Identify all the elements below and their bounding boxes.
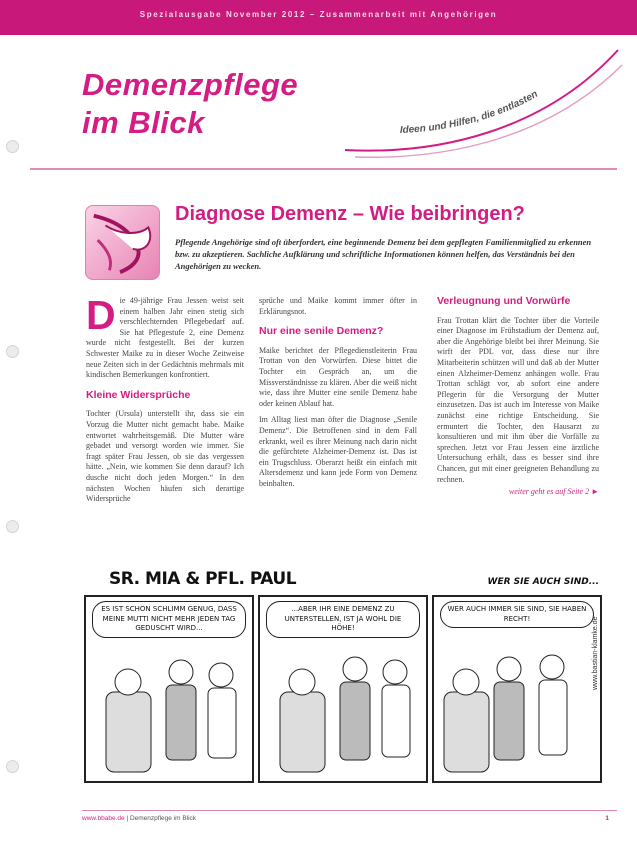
speech-bubble: ...ABER IHR EINE DEMENZ ZU UNTERSTELLEN, IST JA WOHL DIE HÖHE! bbox=[266, 601, 420, 638]
column-2 bbox=[259, 296, 417, 492]
comic-figures-icon bbox=[434, 597, 602, 783]
subheading-senile-demenz: Nur eine senile Demenz? bbox=[259, 325, 384, 338]
comic-logo: SR. MIA & PFL. PAUL bbox=[109, 569, 297, 589]
article-lead: Pflegende Angehörige sind oft überfordert, eine beginnende Demenz bei dem gepflegten Familienmitglied zu erkennen bzw. zu akzeptieren. Sachliche Aufklärung und schriftliche Informationen können helfen, das Verständnis bei den Angehörigen zu wecken. bbox=[175, 237, 592, 271]
subheading-kleine-widersprueche: Kleine Widersprüche bbox=[86, 388, 191, 401]
speech-bubble: ES IST SCHON SCHLIMM GENUG, DASS MEINE MUTTI NICHT MEHR JEDEN TAG GEDUSCHT WIRD... bbox=[92, 601, 246, 638]
punch-hole bbox=[6, 345, 19, 358]
magazine-title: Demenzpflege im Blick bbox=[82, 67, 299, 140]
column-2-body-2: Im Alltag liest man öfter die Diagnose „Senile Demenz“. Die Betroffenen sind in dem Fall erkrankt, weil es ihrer Meinung nach darin nicht die gefürchtete Alzheimer-Demenz ist. Das ist ein Trugschluss. Oberarzt heißt ein einfach mit Altersdemenz und kann jede Form von Demenz beinhalten. bbox=[259, 415, 417, 488]
punch-hole bbox=[6, 140, 19, 153]
column-2-body-1: Maike berichtet der Pflegedienstleiterin Frau Trottan von den Vorwürfen. Diese bittet die Tochter ein Gespräch an, um die Missverständnisse zu klären. Aber die weiß nicht wie, dass ihre Mutter eine senile Demenz habe oder keinen Ablauf hat. bbox=[259, 345, 417, 408]
comic-figures-icon bbox=[86, 597, 254, 783]
footer-site[interactable]: www.bbabe.de bbox=[82, 815, 125, 822]
comic-strip bbox=[84, 563, 604, 597]
comic-credit: www.bastian-klamke.de bbox=[592, 616, 599, 690]
special-edition-banner: Spezialausgabe November 2012 – Zusammenarbeit mit Angehörigen bbox=[0, 0, 637, 30]
footer-publication: Demenzpflege im Blick bbox=[129, 815, 197, 822]
continue-link[interactable]: weiter geht es auf Seite 2 ► bbox=[508, 487, 599, 497]
tagline: Ideen und Hilfen, die entlasten bbox=[399, 88, 540, 137]
punch-hole bbox=[6, 760, 19, 773]
comic-panel-3 bbox=[432, 595, 602, 783]
column-3 bbox=[437, 296, 599, 500]
article-title: Diagnose Demenz – Wie beibringen? bbox=[175, 203, 525, 225]
column-1 bbox=[86, 292, 244, 507]
footer-divider bbox=[82, 810, 617, 811]
column-1-body: Tochter (Ursula) unterstellt ihr, dass sie ein Vorzug die Mutter nicht gemacht habe. Maike entwortet wahrheitsgemäß. Die Mutter wäre gebadet und versorgt worden wie immer. Sie fragt später Frau Jessen, ob sie das vergessen hätte. „Nein, wie kommen Sie denn darauf? Ich dusche nicht doch jeden Morgen.“ In den nächsten Wochen häufen sich derartige Widersprüche bbox=[86, 409, 244, 504]
column-1-intro: ie 49-jährige Frau Jessen weist seit einem halben Jahr einen stetig sich verschlechternden Pflegebedarf auf. Sie hat Pflegestufe 2, eine Demenz wurde nicht festgestellt. Bei der kurzen Schwester Maike zu in dieser Woche Zeitweise neue Zeiten sich in der Gedächtnis mehrmals mit kindischen Bemerkungen konfrontiert. bbox=[86, 296, 244, 380]
subheading-verleugnung: Verleugnung und Vorwürfe bbox=[437, 295, 571, 307]
tagline-swoosh bbox=[330, 45, 630, 165]
svg-text:Ideen und Hilfen, die entlaste bbox=[400, 89, 540, 136]
comic-caption: WER SIE AUCH SIND... bbox=[487, 577, 599, 587]
header-divider bbox=[30, 168, 617, 170]
comic-panel-1 bbox=[84, 595, 254, 783]
footer: www.bbabe.de | Demenzpflege im Blick bbox=[82, 815, 197, 822]
comic-figures-icon bbox=[260, 597, 428, 783]
ribbon-icon bbox=[85, 205, 160, 280]
drop-cap: D bbox=[86, 292, 116, 338]
comic-panel-2 bbox=[258, 595, 428, 783]
punch-hole bbox=[6, 520, 19, 533]
page-number: 1 bbox=[605, 815, 609, 822]
speech-bubble: WER AUCH IMMER SIE SIND, SIE HABEN RECHT! bbox=[440, 601, 594, 628]
column-3-body: Frau Trottan klärt die Tochter über die Vorteile einer Diagnose im Frühstadium der Demenz auf, aber die Angehörige bleibt bei ihrer Meinung. Sie wirft der PDL vor, dass diese nur ihre Mitarbeiterin schützen will und daß ab der Mutter einen Alzheimer-Demenz anhängen wolle. Frau Trottan schlägt vor, ab sofort eine andere Pflegerin für die Versorgung der Mutter einzusetzen. Das ist auch im Interesse von Maike zunächst eine richtige Entscheidung. Sie ermuntert die Tochter, den Hausarzt zu konsultieren und mit ihm über die Vorfälle zu sprechen. Jetzt vor Frau Jessen eine ärztliche Untersuchung erhält, dass es besser sind ihre Chancen, gut mit einer geeigneten Behandlung zu rechnen. bbox=[437, 315, 599, 484]
column-2-intro: sprüche und Maike kommt immer öfter in Erklärungsnot. bbox=[259, 296, 417, 316]
